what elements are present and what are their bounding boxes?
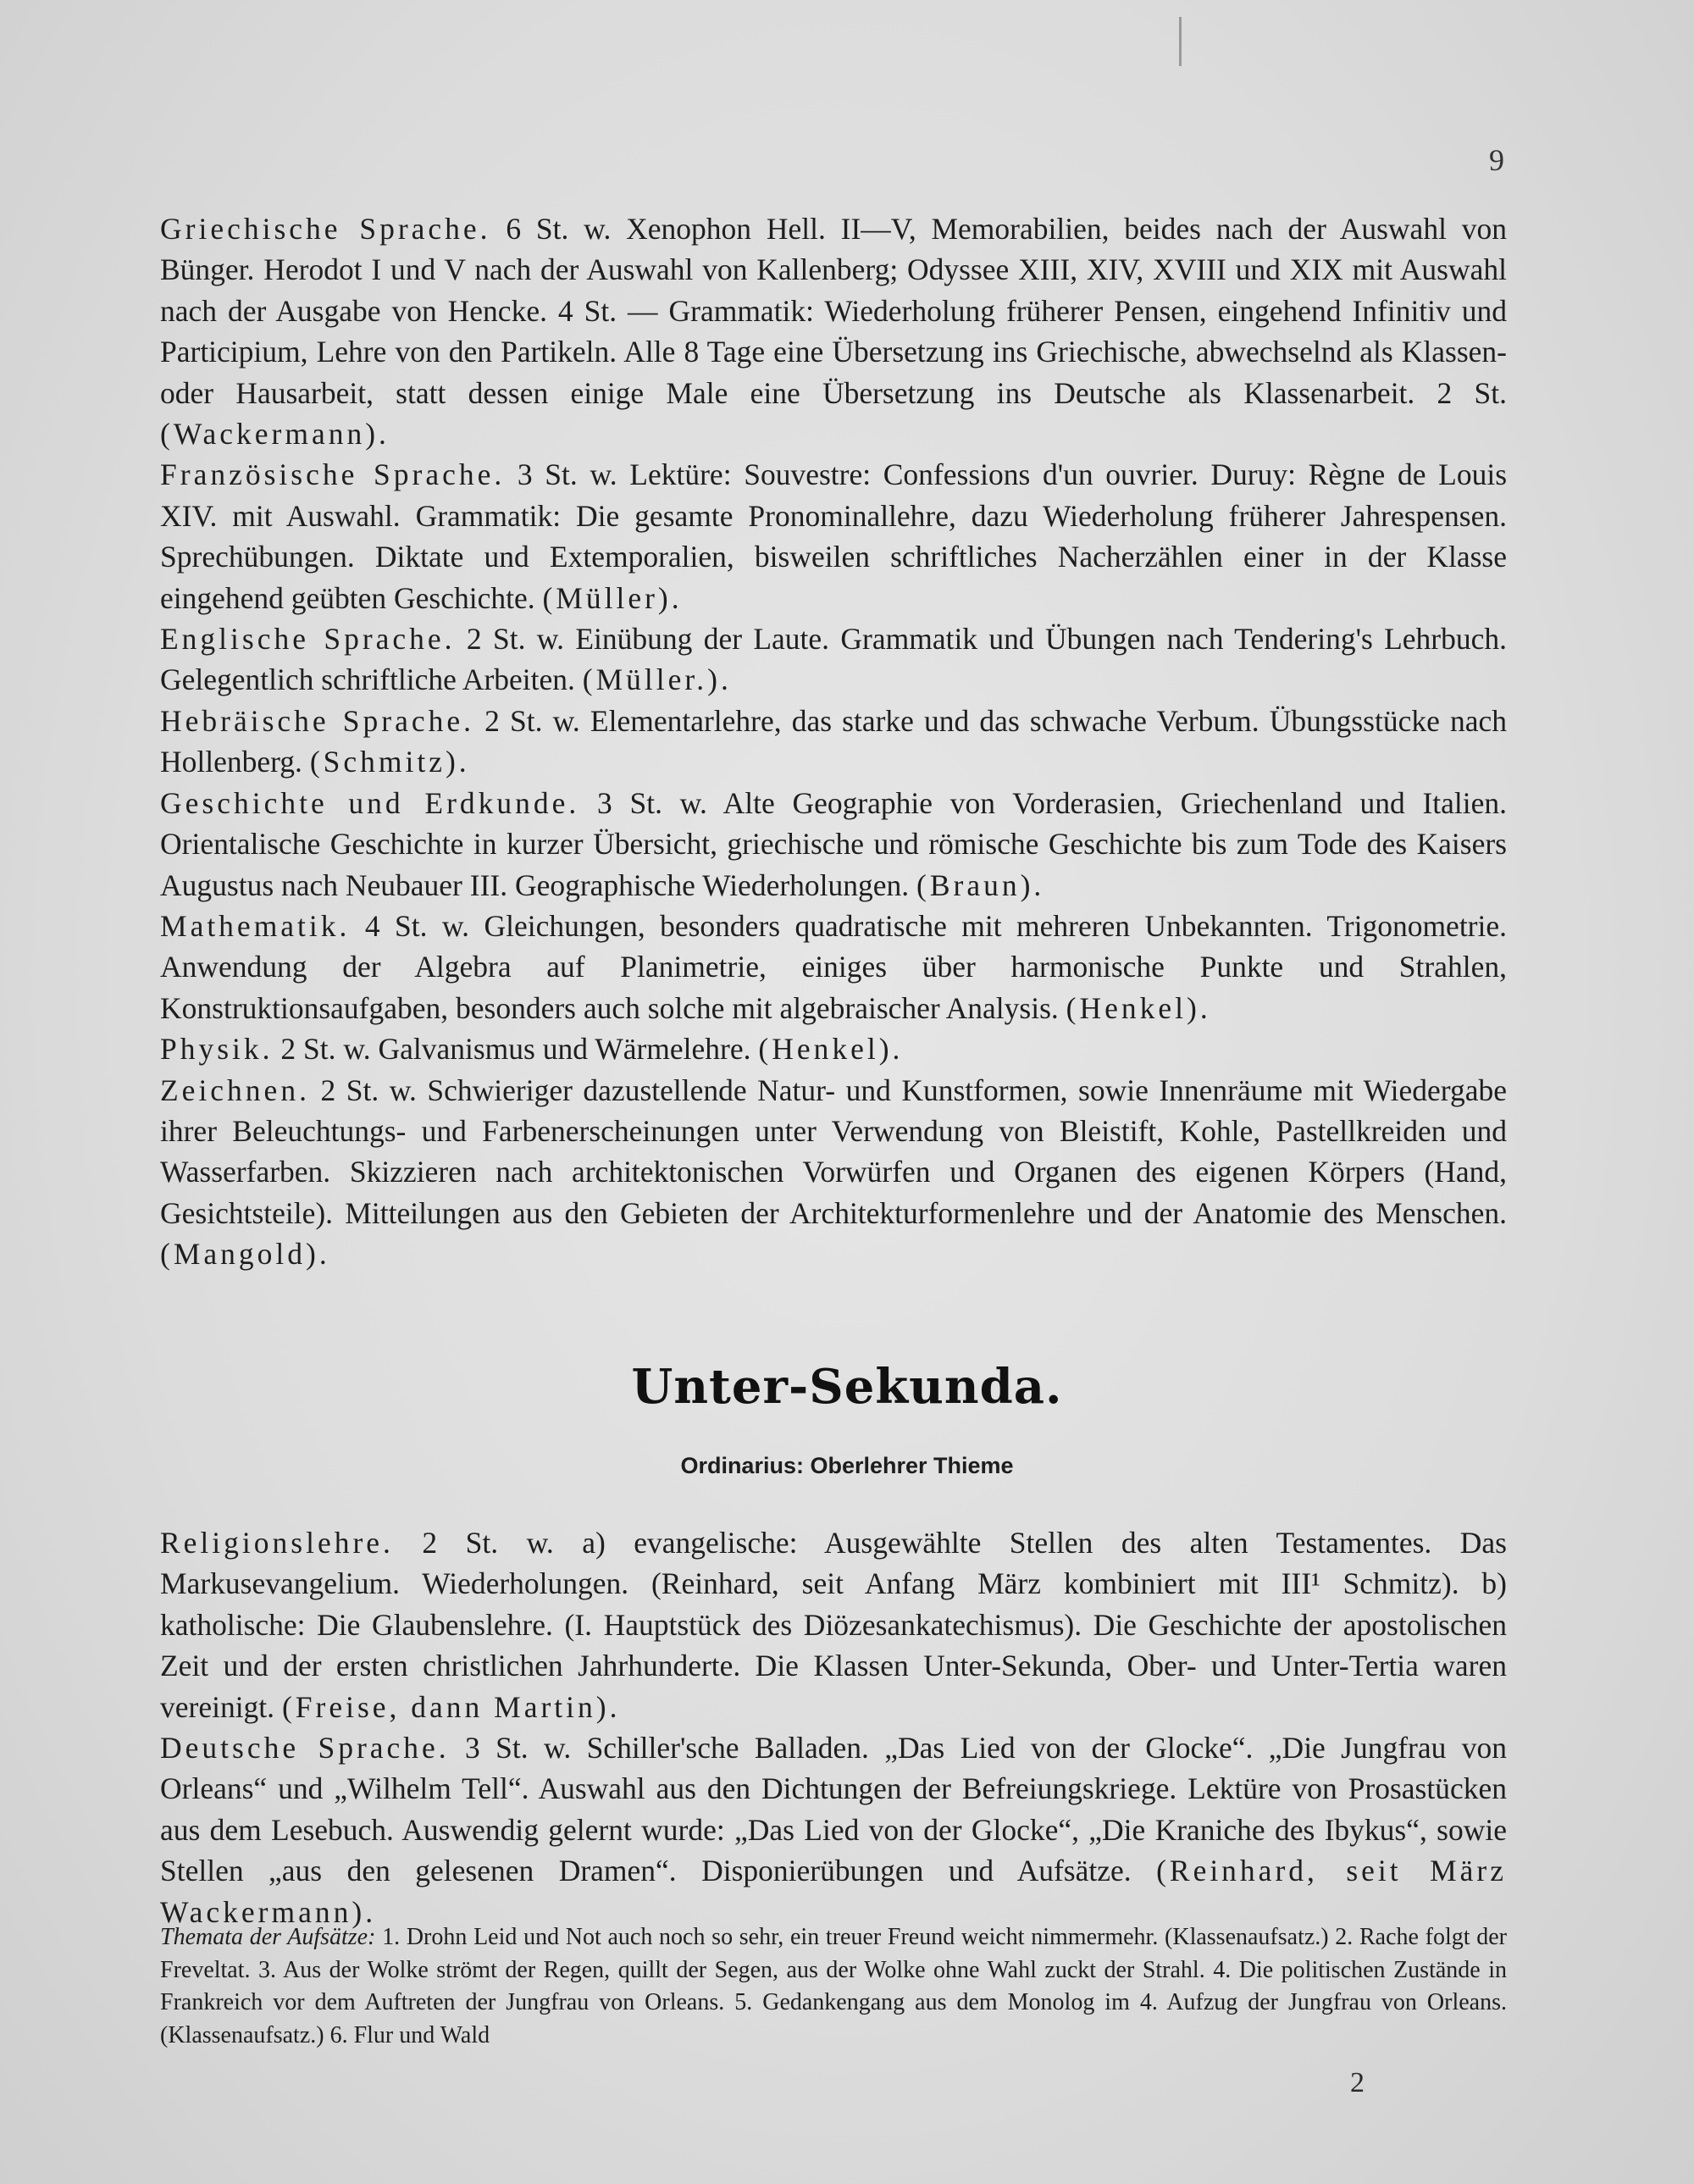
footer-number: 2 — [1350, 2067, 1365, 2098]
teacher-name: (Reinhard, seit März Wackermann). — [160, 1854, 1507, 1929]
upper-section — [160, 208, 1507, 1275]
subject-lead: Griechische Sprache. — [160, 212, 491, 246]
paragraph-text: 2 St. w. Einübung der Laute. Grammatik und Übungen nach Tendering's Lehrbuch. Gelegentlich schriftliche Arbeiten. — [160, 622, 1508, 697]
paragraph-hebraeisch — [160, 701, 1507, 783]
paragraph-griechisch — [160, 208, 1507, 454]
teacher-name: (Schmitz). — [309, 745, 470, 779]
themata-paragraph — [160, 1921, 1507, 2052]
teacher-name: (Braun). — [916, 868, 1045, 902]
paragraph-text: 4 St. w. Gleichungen, besonders quadratische mit mehreren Unbekannten. Trigonometrie. Anwendung der Algebra auf Planimetrie, einiges über harmonische Punkte und Strahlen, Konstruktionsaufgaben, besonders auch solche mit algebraischer Analysis. — [160, 908, 1507, 1025]
teacher-name: (Wackermann). — [160, 417, 390, 452]
teacher-name: (Freise, dann Martin). — [281, 1689, 621, 1724]
paragraph-deutsch — [160, 1727, 1507, 1932]
subject-lead: Geschichte und Erdkunde. — [160, 785, 580, 820]
subject-lead: Zeichnen. — [160, 1073, 310, 1107]
paragraph-text: 2 St. w. Schwieriger dazustellende Natur- und Kunstformen, sowie Innenräume mit Wiedergabe ihrer Beleuchtungs- und Farbenerscheinungen unter Verwendung von Bleistift, Kohle, Pastellkreiden und Wasserfarben. Skizzieren nach architektonischen Vorwürfen und Organen des eigenen Körpers (Hand, Gesichtsteile). Mitteilungen aus den Gebieten der Architekturformenlehre und der Anatomie des Menschen. — [160, 1073, 1507, 1230]
paragraph-physik — [160, 1028, 1507, 1069]
teacher-name: (Müller). — [542, 580, 683, 615]
teacher-name: (Henkel). — [758, 1032, 904, 1067]
subject-lead: Deutsche Sprache. — [160, 1731, 450, 1765]
page-number: 9 — [1489, 143, 1504, 177]
paragraph-text: 2 St. w. Elementarlehre, das starke und das schwache Verbum. Übungsstücke nach Hollenberg. — [160, 703, 1508, 779]
paragraph-text: 2 St. w. Galvanismus und Wärmelehre. — [273, 1032, 759, 1067]
subject-lead: Religionslehre. — [160, 1526, 394, 1560]
paragraph-zeichnen — [160, 1070, 1507, 1275]
teacher-name: (Henkel). — [1066, 990, 1211, 1025]
subject-lead: Französische Sprache. — [160, 457, 506, 492]
paragraph-text: 3 St. w. Alte Geographie von Vorderasien, Griechenland und Italien. Orientalische Geschichte in kurzer Übersicht, griechische und römische Geschichte bis zum Tode des Kaisers Augustus nach Neubauer III. Geographische Wiederholungen. — [160, 785, 1508, 902]
teacher-name: (Müller.). — [582, 662, 732, 697]
paragraph-text: 3 St. w. Lektüre: Souvestre: Confessions d'un ouvrier. Duruy: Règne de Louis XIV. mit Auswahl. Grammatik: Die gesamte Pronominallehre, dazu Wiederholung früherer Jahrespensen. Sprechübungen. Diktate und Extemporalien, bisweilen schriftliches Nacherzählen einer in der Klasse eingehend geübten Geschichte. — [160, 457, 1508, 615]
paragraph-franzoesisch — [160, 454, 1507, 618]
themata-lead: Themata der Aufsätze: — [160, 1924, 376, 1950]
subject-lead: Englische Sprache. — [160, 622, 456, 657]
ordinarius-line: Ordinarius: Oberlehrer Thieme — [680, 1453, 1014, 1478]
paragraph-religion — [160, 1522, 1507, 1727]
themata-block — [160, 1921, 1507, 2052]
paragraph-geschichte — [160, 783, 1507, 906]
teacher-name: (Mangold). — [160, 1237, 330, 1272]
themata-text: 1. Drohn Leid und Not auch noch so sehr, ein treuer Freund weicht nimmermehr. (Klassenaufsatz.) 2. Rache folgt der Freveltat. 3. Aus der Wolke strömt der Regen, quillt der Segen, aus der Wolke ohne Wahl zuckt der Strahl. 4. Die politischen Zustände in Frankreich vor dem Auftreten der Jungfrau von Orleans. 5. Gedankengang aus dem Monolog im 4. Aufzug der Jungfrau von Orleans. (Klassenaufsatz.) 6. Flur und Wald — [160, 1924, 1508, 2048]
subject-lead: Mathematik. — [160, 908, 351, 943]
subject-lead: Hebräische Sprache. — [160, 703, 474, 738]
paragraph-text: 3 St. w. Schiller'sche Balladen. „Das Lied von der Glocke“. „Die Jungfrau von Orleans“ und „Wilhelm Tell“. Auswahl aus den Dichtungen der Befreiungskriege. Lektüre von Prosastücken aus dem Lesebuch. Auswendig gelernt wurde: „Das Lied von der Glocke“, „Die Kraniche des Ibykus“, sowie Stellen „aus den gelesenen Dramen“. Disponierübungen und Aufsätze. — [160, 1731, 1508, 1888]
paragraph-englisch — [160, 618, 1507, 701]
subject-lead: Physik. — [160, 1032, 274, 1067]
paragraph-mathematik — [160, 906, 1507, 1028]
paragraph-text: 2 St. w. a) evangelische: Ausgewählte Stellen des alten Testamentes. Das Markusevangelium. Wiederholungen. (Reinhard, seit Anfang März kombiniert mit III¹ Schmitz). b) katholische: Die Glaubenslehre. (I. Hauptstück des Diözesankatechismus). Die Geschichte der apostolischen Zeit und der ersten christlichen Jahrhunderte. Die Klassen Unter-Sekunda, Ober- und Unter-Tertia waren vereinigt. — [160, 1526, 1507, 1724]
scan-mark — [1179, 17, 1182, 66]
section-title: Unter-Sekunda. — [631, 1359, 1063, 1415]
paragraph-text: 6 St. w. Xenophon Hell. II—V, Memorabilien, beides nach der Auswahl von Bünger. Herodot I und V nach der Auswahl von Kallenberg; Odyssee XIII, XIV, XVIII und XIX mit Auswahl nach der Ausgabe von Hencke. 4 St. — Grammatik: Wiederholung früherer Pensen, eingehend Infinitiv und Participium, Lehre von den Partikeln. Alle 8 Tage eine Übersetzung ins Griechische, abwechselnd als Klassen- oder Hausarbeit, statt dessen einige Male eine Übersetzung ins Deutsche als Klassenarbeit. 2 St. — [160, 212, 1507, 410]
lower-section — [160, 1522, 1507, 1932]
